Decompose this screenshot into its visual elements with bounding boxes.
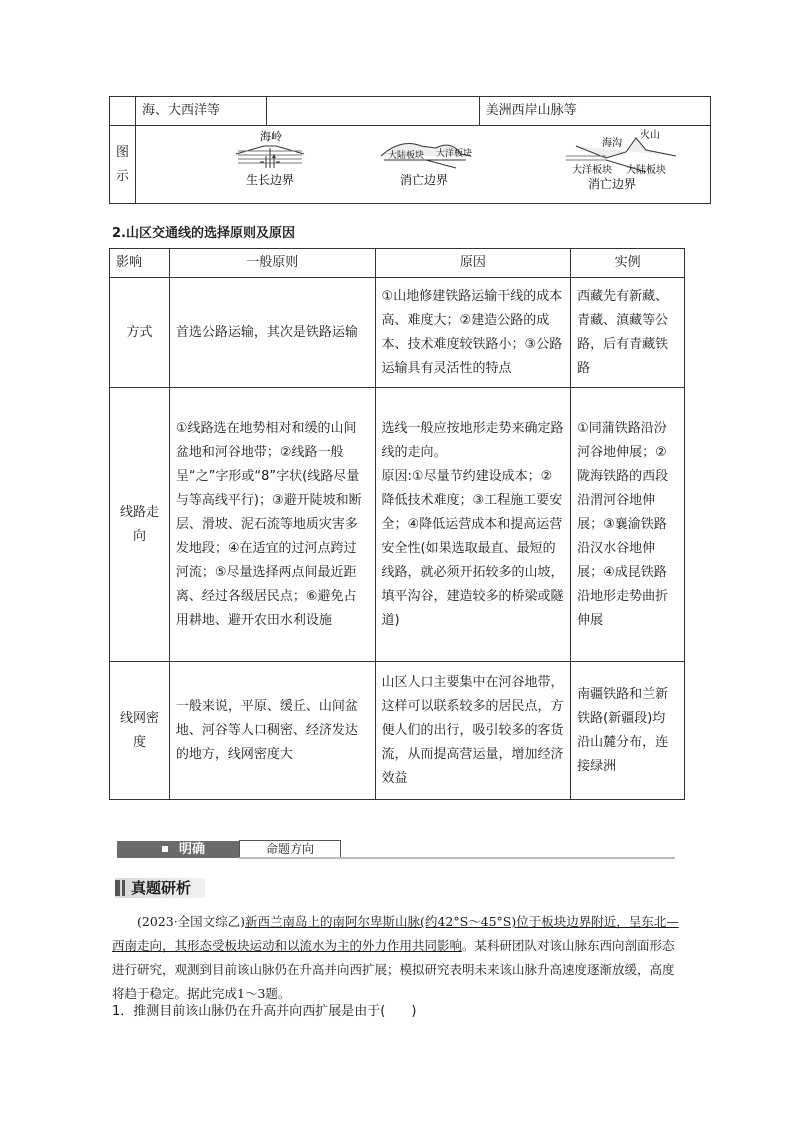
reason-line: 原因:①尽量节约建设成本；②降低技术难度；③工程施工要安全；④降低运营成本和提高运营安全性(如果选取最直、最短的线路，就必须开拓较多的山坡，填平沟谷，建造较多的桥梁或隧道) [381,468,564,628]
section-title: 2.山区交通线的选择原则及原因 [112,226,295,241]
principle-cell: 一般来说，平原、缓丘、山间盆地、河谷等人口稠密、经济发达的地方，线网密度大 [169,662,375,800]
header-cell: 实例 [571,249,685,278]
square-icon [162,846,168,852]
heading-text: 真题研析 [131,879,192,897]
section-banner [117,838,675,860]
intro-part: 新西兰南岛上的南阿尔卑斯山脉(约42°S～45°S) [245,914,517,929]
question-1: 1．推测目前该山脉仍在升高并向西扩展是由于( ) [112,1004,417,1019]
boundary-table-cell: 海、大西洋等 [136,97,267,126]
fig1-top-label: 海岭 [260,130,283,143]
intro-part: 位于板块边界附近，呈东北—西南走向 [112,914,679,953]
example-cell: 西藏先有新藏、青藏、滇藏等公路，后有青藏铁路 [571,278,685,388]
fig3-bottom-label: 消亡边界 [588,177,637,191]
row-label: 线路走向 [110,388,170,662]
principle-cell: 首选公路运输，其次是铁路运输 [169,278,375,388]
fig3-volcano-label: 火山 [640,130,661,141]
header-cell: 原因 [375,249,571,278]
fig3-plate-b: 大陆板块 [626,165,667,176]
table-row [110,388,685,662]
reason-cell: ①山地修建铁路运输干线的成本高、难度大；②建造公路的成本、技术难度较铁路小；③公路运输具有灵活性的特点 [375,278,571,388]
header-cell: 影响 [110,249,170,278]
subduction-figure-2 [566,128,676,191]
boundary-table-cell [110,97,136,126]
table-row [110,662,685,800]
fig2-bottom-label: 消亡边界 [400,173,449,187]
question-intro [112,910,682,1006]
fig3-trench-label: 海沟 [602,138,623,149]
row-label: 方式 [110,278,170,388]
reason-cell [375,388,571,662]
subduction-figure-1 [381,144,472,187]
divider [239,857,675,859]
table-row [110,278,685,388]
subsection-heading [115,878,205,898]
banner-middle-label: 命题方向 [239,840,341,858]
question-source: (2023·全国文综乙) [137,914,246,929]
principle-cell: ①线路选在地势相对和缓的山间盆地和河谷地带；②线路一般呈“之”字形或“8”字状(线路尽量与等高线平行)；③避开陡坡和断层、滑坡、泥石流等地质灾害多发地段；④在适宜的过河点跨过河流；⑤尽量选择两点间最近距离、经过各级居民点；⑥避免占用耕地、避开农田水利设施 [169,388,375,662]
boundary-diagrams [136,126,710,199]
transport-table [109,248,685,800]
header-cell: 一般原则 [169,249,375,278]
intro-part: 。某科研团队对该山脉东西向剖面形态进行研究，观测到目前该山脉仍在升高并向西扩展；模拟研究表明未来该山脉升高速度逐渐放缓，高度将趋于稳定。据此完成1～3题。 [112,938,675,1001]
example-cell: 南疆铁路和兰新铁路(新疆段)均沿山麓分布，连接绿洲 [571,662,685,800]
boundary-table-cell [266,97,479,126]
fig1-bottom-label: 生长边界 [246,173,295,187]
row-label: 线网密度 [110,662,170,800]
boundary-table-cell: 美洲西岸山脉等 [479,97,710,126]
figure-row-label: 图示 [110,126,136,204]
boundary-table [109,96,711,204]
reason-cell: 山区人口主要集中在河谷地带，这样可以联系较多的居民点，方便人们的出行，吸引较多的客货流，从而提高营运量，增加经济效益 [375,662,571,800]
reason-line: 选线一般应按地形走势来确定路线的走向。 [381,420,564,460]
bar-icon [122,880,125,896]
example-cell: ①同蒲铁路沿汾河谷地伸展；②陇海铁路的西段沿渭河谷地伸展；③襄渝铁路沿汉水谷地伸展；④成昆铁路沿地形走势曲折伸展 [571,388,685,662]
banner-left-label: 明确 [179,842,206,857]
figure-cell [136,126,711,204]
fig2-plate-b: 大洋板块 [436,149,473,159]
fig3-plate-a: 大洋板块 [572,165,613,176]
intro-part: ，其形态受板块运动和以流水为主的外力作用共同影响 [162,938,463,953]
bar-icon [115,880,120,896]
fig2-plate-a: 大陆板块 [388,151,425,161]
growth-boundary-figure [236,129,304,187]
